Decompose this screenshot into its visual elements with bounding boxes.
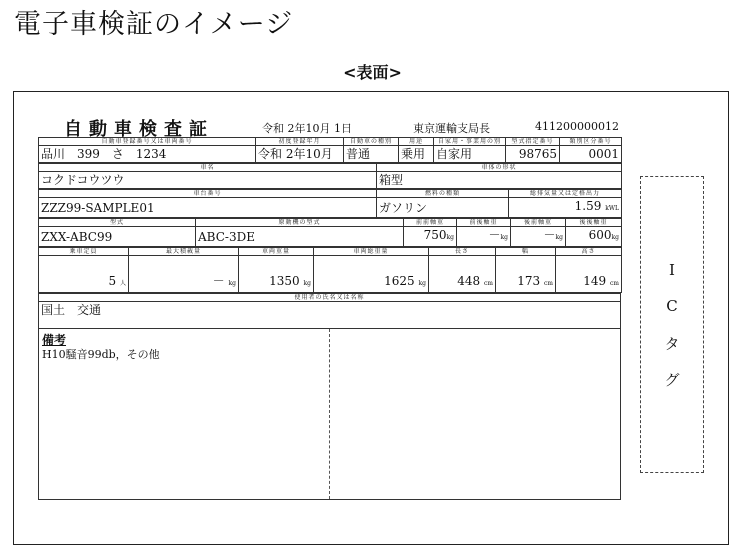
label-user: 使用者の氏名又は名称 [39, 294, 621, 302]
value-rear-rear: 600 [588, 228, 612, 242]
value-gross-cell [314, 256, 429, 293]
unit-kg: kg [228, 280, 236, 287]
value-front-rear-cell [457, 227, 511, 247]
value-kind: 普通 [344, 146, 399, 163]
value-reg-no: 品川 399 さ 1234 [39, 146, 256, 163]
label-rear-rear: 後後軸重 [566, 219, 622, 227]
cert-number: 411200000012 [535, 120, 619, 133]
value-height: 149 [583, 274, 607, 288]
value-capacity-cell [39, 256, 129, 293]
unit-cm: cm [543, 280, 553, 287]
value-model: ZXX-ABC99 [39, 227, 196, 247]
value-length: 448 [457, 274, 481, 288]
name-table [38, 163, 622, 189]
value-fuel: ガソリン [377, 198, 509, 218]
label-first-reg: 初度登録年月 [256, 138, 344, 146]
issue-date: 令和 2年10月 1日 [262, 122, 352, 135]
label-width: 幅 [496, 248, 556, 256]
value-chassis: ZZZ99-SAMPLE01 [39, 198, 377, 218]
value-rear-front-cell [511, 227, 566, 247]
unit-kg: kg [555, 234, 563, 241]
value-front-front-cell [404, 227, 457, 247]
cert-header [38, 115, 621, 140]
issuing-office: 東京運輸支局長 [413, 122, 490, 135]
unit-person: 人 [119, 280, 126, 287]
label-type-no: 型式指定番号 [506, 138, 560, 146]
unit-l: L [615, 205, 619, 212]
ic-tag-char: タ [664, 335, 680, 353]
label-max-load: 最大積載量 [129, 248, 239, 256]
value-rear-front: － [543, 228, 556, 242]
label-class-no: 類別区分番号 [560, 138, 622, 146]
value-private: 自家用 [434, 146, 506, 163]
unit-kg: kg [418, 280, 426, 287]
ic-tag-char: C [666, 297, 678, 315]
label-name: 車名 [39, 164, 377, 172]
value-length-cell [429, 256, 496, 293]
label-kind: 自動車の種別 [344, 138, 399, 146]
value-width: 173 [517, 274, 541, 288]
label-engine: 原動機の型式 [196, 219, 404, 227]
label-use: 用途 [399, 138, 434, 146]
unit-kg: kg [446, 234, 454, 241]
label-gross: 車両総重量 [314, 248, 429, 256]
value-user: 国土 交通 [39, 302, 621, 329]
user-table [38, 293, 621, 329]
value-rear-rear-cell [566, 227, 622, 247]
ic-tag-char: グ [664, 371, 680, 389]
remarks-box [38, 329, 621, 500]
value-weight-cell [239, 256, 314, 293]
unit-kg: kg [611, 234, 619, 241]
page-title: 電子車検証のイメージ [14, 9, 294, 40]
label-weight: 車両重量 [239, 248, 314, 256]
value-remarks: H10騒音99db，その他 [42, 348, 160, 361]
label-chassis: 車台番号 [39, 190, 377, 198]
value-width-cell [496, 256, 556, 293]
unit-kw: kW [605, 205, 616, 212]
value-displacement: 1.59 [574, 199, 602, 213]
inspection-certificate [38, 115, 621, 500]
value-max-load: － [212, 274, 225, 288]
unit-cm: cm [609, 280, 619, 287]
label-private: 自家用・事業用の別 [434, 138, 506, 146]
unit-kg: kg [303, 280, 311, 287]
cert-title: 自動車検査証 [64, 119, 214, 140]
value-capacity: 5 [108, 274, 117, 288]
value-class-no: 0001 [560, 146, 622, 163]
label-model: 型式 [39, 219, 196, 227]
unit-cm: cm [483, 280, 493, 287]
value-type-no: 98765 [506, 146, 560, 163]
value-name: コクドコウツウ [39, 172, 377, 189]
chassis-table [38, 189, 622, 218]
value-gross: 1625 [384, 274, 415, 288]
ic-tag-char: I [669, 261, 675, 279]
remarks-divider [329, 329, 330, 499]
value-first-reg: 令和 2年10月 [256, 146, 344, 163]
label-height: 高さ [556, 248, 622, 256]
label-displacement: 総排気量又は定格出力 [509, 190, 622, 198]
value-use: 乗用 [399, 146, 434, 163]
label-length: 長さ [429, 248, 496, 256]
label-body: 車体の形状 [377, 164, 622, 172]
label-remarks: 備考 [42, 333, 67, 347]
label-rear-front: 後前軸重 [511, 219, 566, 227]
side-label: <表面> [343, 63, 402, 82]
value-body: 箱型 [377, 172, 622, 189]
model-table [38, 218, 622, 247]
label-fuel: 燃料の種類 [377, 190, 509, 198]
value-height-cell [556, 256, 622, 293]
value-front-rear: － [488, 228, 501, 242]
value-displacement-cell [509, 198, 622, 218]
value-engine: ABC-3DE [196, 227, 404, 247]
label-front-front: 前前軸重 [404, 219, 457, 227]
label-reg-no: 自動車登録番号又は車両番号 [39, 138, 256, 146]
value-max-load-cell [129, 256, 239, 293]
label-capacity: 乗車定員 [39, 248, 129, 256]
unit-kg: kg [500, 234, 508, 241]
label-front-rear: 前後軸重 [457, 219, 511, 227]
ic-tag-area [640, 176, 704, 473]
dimension-table [38, 247, 622, 293]
value-front-front: 750 [423, 228, 447, 242]
value-weight: 1350 [269, 274, 300, 288]
